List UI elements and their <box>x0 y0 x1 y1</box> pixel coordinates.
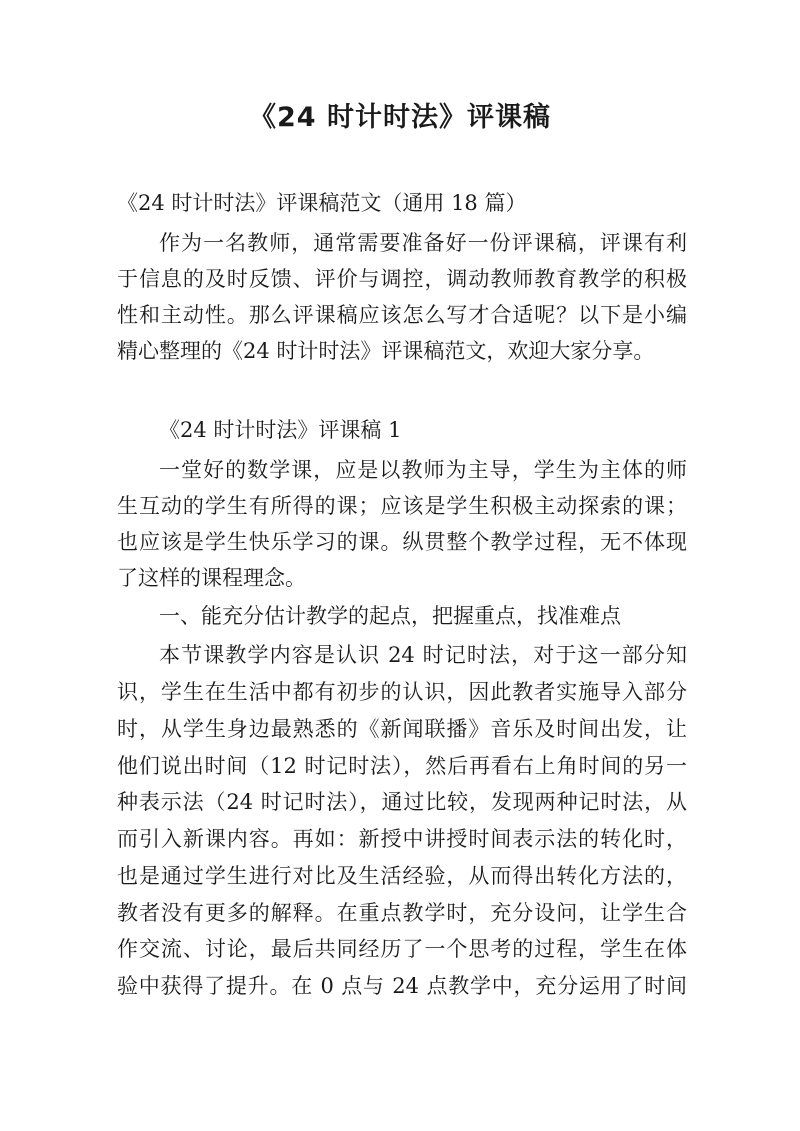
intro-line: 性和主动性。那么评课稿应该怎么写才合适呢？以下是小编 <box>117 303 687 327</box>
intro-line: 作为一名教师，通常需要准备好一份评课稿，评课有利 <box>159 231 687 255</box>
paragraph-line: 本节课教学内容是认识 24 时记时法，对于这一部分知 <box>159 643 687 667</box>
paragraph-line: 验中获得了提升。在 0 点与 24 点教学中，充分运用了时间 <box>117 974 687 998</box>
paragraph-line: 作交流、讨论，最后共同经历了一个思考的过程，学生在体 <box>117 937 687 961</box>
paragraph-line: 时，从学生身边最熟悉的《新闻联播》音乐及时间出发，让 <box>117 717 687 741</box>
document-title: 《24 时计时法》评课稿 <box>249 102 551 133</box>
paragraph-line: 他们说出时间（12 时记时法），然后再看右上角时间的另一 <box>117 754 687 778</box>
document-subtitle: 《24 时计时法》评课稿范文（通用 18 篇） <box>117 191 527 215</box>
paragraph-line: 生互动的学生有所得的课；应该是学生积极主动探索的课； <box>117 494 687 518</box>
section-heading: 《24 时计时法》评课稿 1 <box>159 418 402 442</box>
intro-line: 于信息的及时反馈、评价与调控，调动教师教育教学的积极 <box>117 267 687 291</box>
paragraph-line: 教者没有更多的解释。在重点教学时，充分设问，让学生合 <box>117 901 687 925</box>
paragraph-line: 一堂好的数学课，应是以教师为主导，学生为主体的师 <box>159 458 687 482</box>
paragraph-line: 也是通过学生进行对比及生活经验，从而得出转化方法的， <box>117 864 687 888</box>
paragraph-line: 了这样的课程理念。 <box>117 566 306 590</box>
point-heading: 一、能充分估计教学的起点，把握重点，找准难点 <box>159 604 621 628</box>
paragraph-line: 种表示法（24 时记时法），通过比较，发现两种记时法，从 <box>117 790 687 814</box>
paragraph-line: 识，学生在生活中都有初步的认识，因此教者实施导入部分 <box>117 680 687 704</box>
paragraph-line: 也应该是学生快乐学习的课。纵贯整个教学过程，无不体现 <box>117 530 687 554</box>
paragraph-line: 而引入新课内容。再如：新授中讲授时间表示法的转化时， <box>117 827 687 851</box>
intro-line: 精心整理的《24 时计时法》评课稿范文，欢迎大家分享。 <box>117 339 655 363</box>
